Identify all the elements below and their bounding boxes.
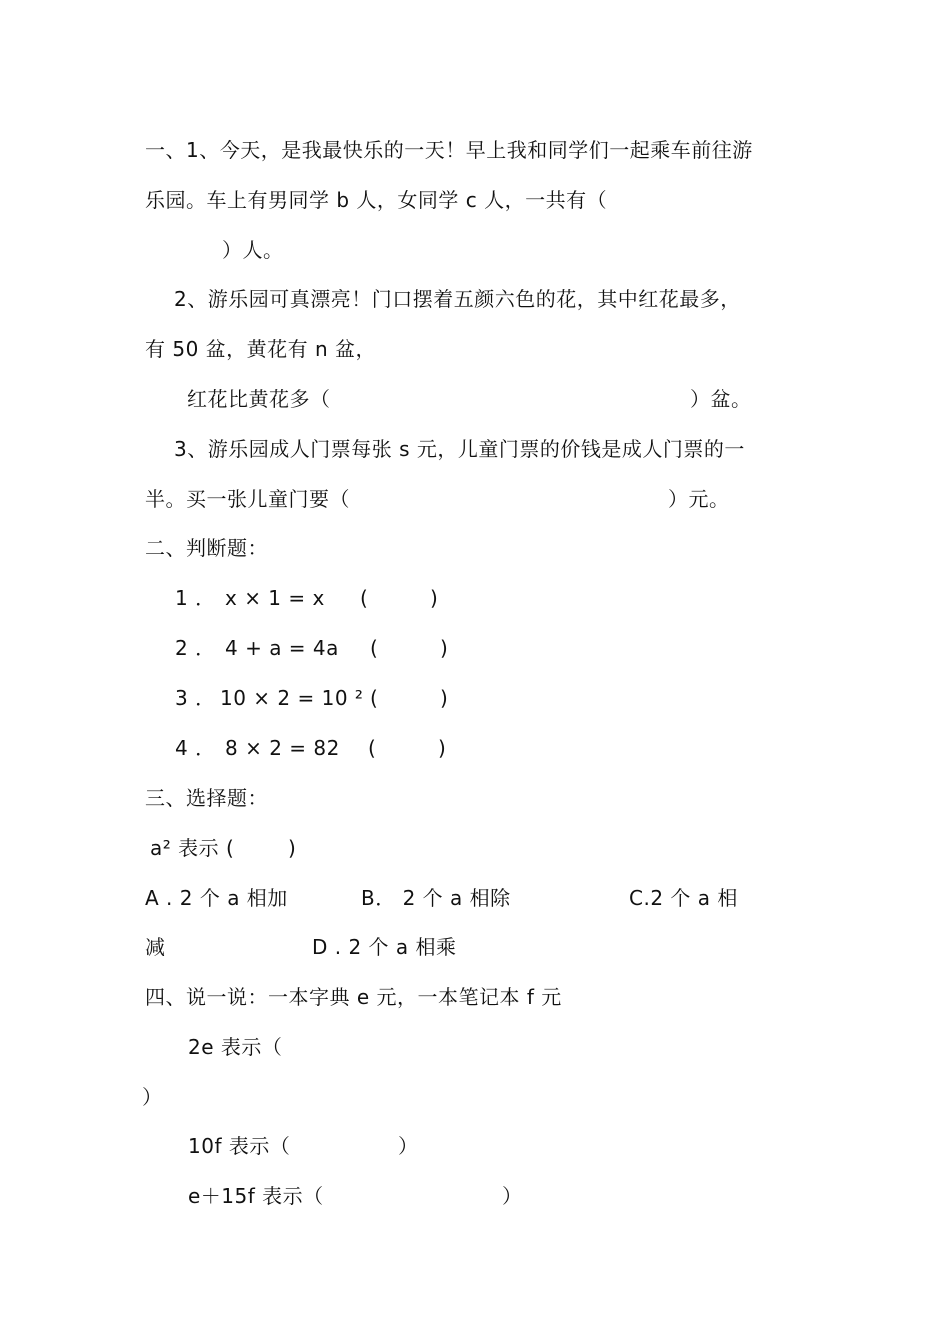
judge-item-3-num: 3 ． (175, 686, 216, 710)
option-a: A . 2 个 a 相加 (145, 886, 288, 910)
judge-item-2-expr: 4 + a = 4a (225, 636, 339, 660)
section-2-title: 二、判断题： (145, 536, 268, 560)
choice-question: a² 表示 ( (150, 836, 235, 860)
explain-item-1-end: ） (142, 1085, 163, 1109)
q2-line-3-start: 红花比黄花多（ (187, 387, 331, 411)
section-3-title: 三、选择题： (145, 786, 268, 810)
q3-line-1: 3、游乐园成人门票每张 s 元，儿童门票的价钱是成人门票的一 (174, 437, 745, 461)
q3-line-2-start: 半。买一张儿童门要（ (145, 487, 350, 511)
judge-item-4-close: ) (438, 736, 447, 760)
judge-item-3-close: ) (440, 686, 449, 710)
section-4-title: 四、说一说：一本字典 e 元，一本笔记本 f 元 (145, 985, 562, 1009)
explain-item-2-end: ） (398, 1134, 419, 1158)
judge-item-1-open: ( (360, 586, 369, 610)
choice-question-close: ) (288, 836, 297, 860)
q1-line-3: ）人。 (222, 238, 284, 262)
judge-item-2-close: ) (440, 636, 449, 660)
q2-line-1: 2、游乐园可真漂亮！门口摆着五颜六色的花，其中红花最多， (174, 287, 741, 311)
q2-line-2: 有 50 盆，黄花有 n 盆， (145, 337, 377, 361)
q2-line-3-end: ）盆。 (690, 387, 752, 411)
explain-item-2-start: 10f 表示（ (188, 1134, 291, 1158)
judge-item-4-open: ( (368, 736, 377, 760)
explain-item-1-start: 2e 表示（ (188, 1035, 283, 1059)
judge-item-1-expr: x × 1 = x (225, 586, 325, 610)
q1-line-2: 乐园。车上有男同学 b 人，女同学 c 人，一共有（ (145, 188, 608, 212)
judge-item-2-num: 2 ． (175, 636, 216, 660)
judge-item-3-open: ( (370, 686, 379, 710)
judge-item-1-close: ) (430, 586, 439, 610)
judge-item-4-expr: 8 × 2 = 82 (225, 736, 340, 760)
judge-item-4-num: 4 ． (175, 736, 216, 760)
explain-item-3-end: ） (502, 1184, 523, 1208)
explain-item-3-start: e＋15f 表示（ (188, 1184, 324, 1208)
option-b: B． 2 个 a 相除 (361, 886, 511, 910)
q3-line-2-end: ）元。 (668, 487, 730, 511)
option-c-continued: 减 (145, 935, 166, 959)
judge-item-1-num: 1 ． (175, 586, 216, 610)
option-c: C.2 个 a 相 (629, 886, 738, 910)
judge-item-2-open: ( (370, 636, 379, 660)
option-d: D . 2 个 a 相乘 (312, 935, 457, 959)
judge-item-3-expr: 10 × 2 = 10 ² (220, 686, 364, 710)
q1-line-1: 一、1、今天，是我最快乐的一天！早上我和同学们一起乘车前往游 (145, 138, 753, 162)
